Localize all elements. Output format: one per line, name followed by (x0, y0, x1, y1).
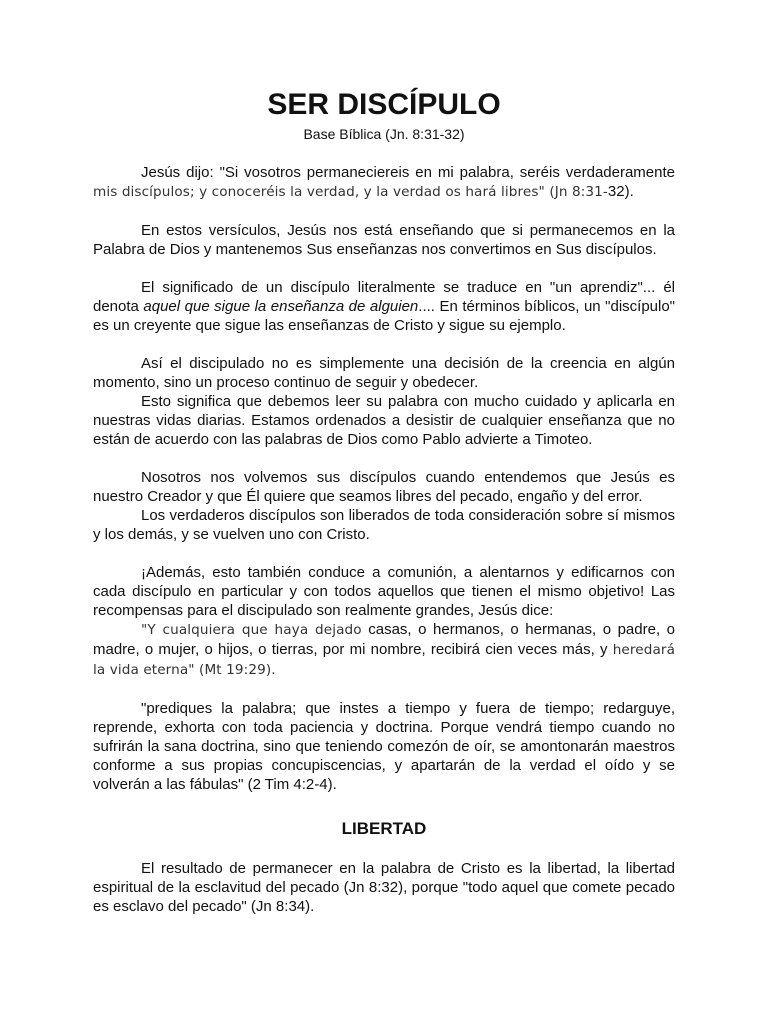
paragraph-5: Esto significa que debemos leer su palabra con mucho cuidado y aplicarla en nuestras vidas diarias. Estamos ordenados a desistir de cualquier enseñanza que no están de acuerdo con las palabras de Dios como Pablo advierte a Timoteo. (93, 393, 675, 448)
section-title: LIBERTAD (341, 819, 427, 838)
paragraph-6: Nosotros nos volvemos sus discípulos cuando entendemos que Jesús es nuestro Creador y que Él quiere que seamos libres del pecado, engaño y del error. (93, 469, 675, 505)
paragraph-3 (93, 278, 675, 335)
page-title: SER DISCÍPULO (267, 88, 501, 121)
paragraph-1-part-a: Jesús dijo: "Si vosotros permaneciereis en mi palabra, seréis verdaderamente (141, 164, 675, 181)
paragraph-9-quote (93, 620, 675, 680)
page-subtitle: Base Bíblica (Jn. 8:31-32) (303, 126, 465, 142)
paragraph-4: Así el discipulado no es simplemente una decisión de la creencia en algún momento, sino un proceso continuo de seguir y obedecer. (93, 355, 675, 391)
paragraph-3-emphasis: aquel que sigue la enseñanza de alguien (143, 298, 419, 315)
paragraph-3-part-a: El significado de un discípulo literalmente se traduce en "un aprendiz"... él denota (93, 279, 675, 315)
paragraph-10: "prediques la palabra; que instes a tiempo y fuera de tiempo; redarguye, reprende, exhorta con toda paciencia y doctrina. Porque vendrá tiempo cuando no sufrirán la sana doctrina, sino que teniendo comezón de oír, se amontonarán maestros conforme a sus propias concupiscencias, y apartarán de la verdad el oído y se volverán a las fábulas" (2 Tim 4:2-4). (93, 700, 675, 793)
paragraph-1 (93, 163, 675, 202)
paragraph-11: El resultado de permanecer en la palabra de Cristo es la libertad, la libertad espiritual de la esclavitud del pecado (Jn 8:32), porque "todo aquel que comete pecado es esclavo del pecado" (Jn 8:34). (93, 860, 675, 915)
paragraph-9-part-b: casas, o hermanos, o hermanas, o padre, o madre, o mujer, o hijos, o tierras, por mi nombre, recibirá cien veces más, y (93, 621, 675, 658)
paragraph-9-part-c: heredará la vida eterna" (Mt 19:29). (93, 642, 675, 678)
paragraph-7: Los verdaderos discípulos son liberados de toda consideración sobre sí mismos y los demás, y se vuelven uno con Cristo. (93, 507, 675, 543)
document-body (93, 88, 675, 916)
paragraph-3-part-c: .... En términos bíblicos, un "discípulo" es un creyente que sigue las enseñanzas de Cristo y sigue su ejemplo. (93, 298, 675, 334)
paragraph-8: ¡Además, esto también conduce a comunión, a alentarnos y edificarnos con cada discípulo en particular y con todos aquellos que tienen el mismo objetivo! Las recompensas para el discipulado son realmente grandes, Jesús dice: (93, 564, 675, 619)
paragraph-2: En estos versículos, Jesús nos está enseñando que si permanecemos en la Palabra de Dios y mantenemos Sus enseñanzas nos convertimos en Sus discípulos. (93, 222, 675, 258)
paragraph-1-part-c: 32). (607, 183, 634, 200)
paragraph-1-part-b: mis discípulos; y conoceréis la verdad, y la verdad os hará libres" (Jn 8:31- (93, 184, 608, 200)
paragraph-9-part-a: "Y cualquiera que haya dejado (141, 622, 362, 638)
